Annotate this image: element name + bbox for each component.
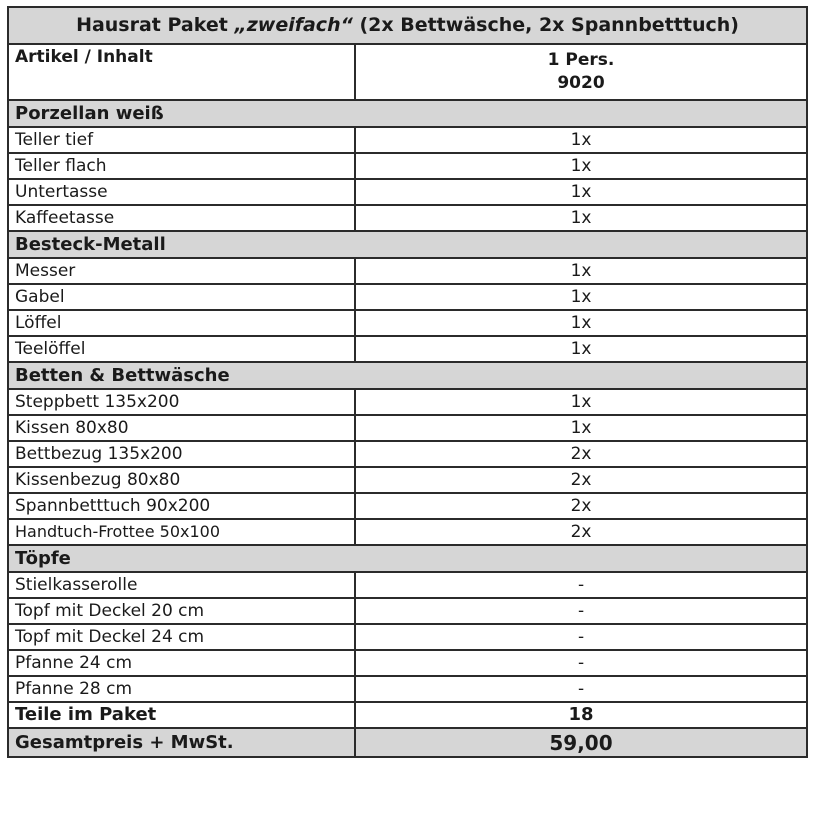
- total-row: [8, 702, 807, 728]
- item-label: Löffel: [8, 310, 355, 336]
- table-row: [8, 467, 807, 493]
- section-row: [8, 362, 807, 389]
- table-row: [8, 624, 807, 650]
- item-quantity: -: [355, 624, 807, 650]
- item-quantity: 1x: [355, 258, 807, 284]
- section-heading: Porzellan weiß: [8, 100, 807, 127]
- price-table-container: [7, 6, 806, 758]
- table-row: [8, 441, 807, 467]
- title-italic: „zweifach“: [234, 14, 353, 36]
- item-label: Topf mit Deckel 24 cm: [8, 624, 355, 650]
- header-article: Artikel / Inhalt: [8, 44, 355, 100]
- header-article-number: 9020: [557, 72, 605, 93]
- header-row: [8, 44, 807, 100]
- item-quantity: 1x: [355, 153, 807, 179]
- total-value: 18: [355, 702, 807, 728]
- title-row: [8, 7, 807, 44]
- item-label: Stielkasserolle: [8, 572, 355, 598]
- item-label: Pfanne 28 cm: [8, 676, 355, 702]
- item-label: Handtuch-Frottee 50x100: [8, 519, 355, 545]
- item-label: Teller tief: [8, 127, 355, 153]
- item-quantity: -: [355, 572, 807, 598]
- item-quantity: 1x: [355, 179, 807, 205]
- item-quantity: 1x: [355, 284, 807, 310]
- item-label: Steppbett 135x200: [8, 389, 355, 415]
- table-row: [8, 127, 807, 153]
- item-quantity: 2x: [355, 493, 807, 519]
- title-prefix: Hausrat Paket: [76, 14, 235, 36]
- item-label: Teelöffel: [8, 336, 355, 362]
- item-label: Gabel: [8, 284, 355, 310]
- price-row: [8, 728, 807, 757]
- table-row: [8, 415, 807, 441]
- table-row: [8, 258, 807, 284]
- price-label: Gesamtpreis + MwSt.: [8, 728, 355, 757]
- section-row: [8, 231, 807, 258]
- item-quantity: 2x: [355, 467, 807, 493]
- title-suffix: (2x Bettwäsche, 2x Spannbetttuch): [352, 14, 739, 36]
- table-title: [8, 7, 807, 44]
- table-row: [8, 336, 807, 362]
- table-row: [8, 572, 807, 598]
- item-quantity: 2x: [355, 519, 807, 545]
- table-row: [8, 284, 807, 310]
- section-heading: Betten & Bettwäsche: [8, 362, 807, 389]
- item-quantity: 1x: [355, 415, 807, 441]
- table-row: [8, 493, 807, 519]
- item-label: Bettbezug 135x200: [8, 441, 355, 467]
- item-label: Kissen 80x80: [8, 415, 355, 441]
- total-label: Teile im Paket: [8, 702, 355, 728]
- package-table-body: [8, 7, 807, 757]
- item-quantity: 1x: [355, 127, 807, 153]
- item-label: Kaffeetasse: [8, 205, 355, 231]
- item-label: Topf mit Deckel 20 cm: [8, 598, 355, 624]
- header-persons: 1 Pers.: [547, 50, 615, 70]
- item-label: Spannbetttuch 90x200: [8, 493, 355, 519]
- header-package: [355, 44, 807, 100]
- item-label: Teller flach: [8, 153, 355, 179]
- section-row: [8, 100, 807, 127]
- item-quantity: 1x: [355, 336, 807, 362]
- table-row: [8, 676, 807, 702]
- section-heading: Besteck-Metall: [8, 231, 807, 258]
- table-row: [8, 205, 807, 231]
- item-quantity: 1x: [355, 310, 807, 336]
- table-row: [8, 389, 807, 415]
- item-quantity: 1x: [355, 389, 807, 415]
- item-label: Messer: [8, 258, 355, 284]
- section-heading: Töpfe: [8, 545, 807, 572]
- package-table: [7, 6, 808, 758]
- table-row: [8, 153, 807, 179]
- section-row: [8, 545, 807, 572]
- item-quantity: 1x: [355, 205, 807, 231]
- table-row: [8, 650, 807, 676]
- item-label: Kissenbezug 80x80: [8, 467, 355, 493]
- table-row: [8, 179, 807, 205]
- item-label: Pfanne 24 cm: [8, 650, 355, 676]
- table-row: [8, 598, 807, 624]
- table-row: [8, 519, 807, 545]
- price-value: 59,00: [355, 728, 807, 757]
- item-label: Untertasse: [8, 179, 355, 205]
- item-quantity: 2x: [355, 441, 807, 467]
- item-quantity: -: [355, 650, 807, 676]
- table-row: [8, 310, 807, 336]
- item-quantity: -: [355, 676, 807, 702]
- item-quantity: -: [355, 598, 807, 624]
